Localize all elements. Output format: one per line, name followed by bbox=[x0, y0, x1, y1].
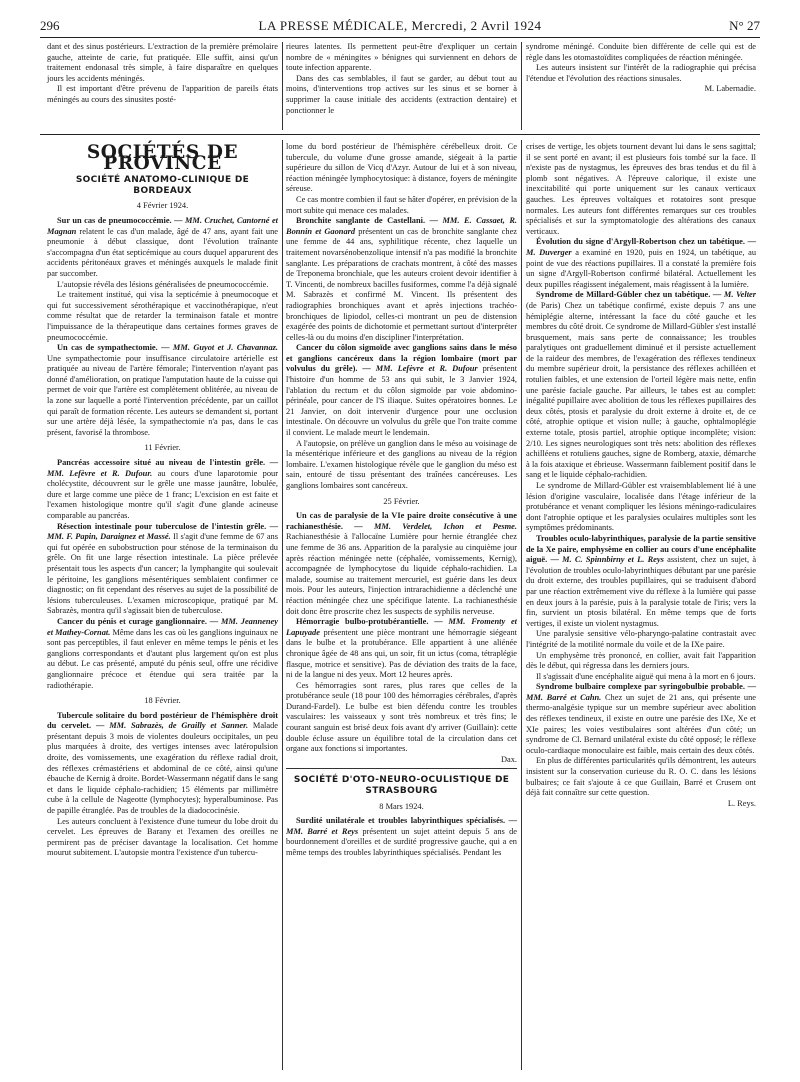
top-column-1 bbox=[47, 42, 278, 106]
journal-title: LA PRESSE MÉDICALE, Mercredi, 2 Avril 1924 bbox=[258, 18, 542, 33]
article-entry: Évolution du signe d'Argyll-Robertson chez un tabétique. — M. Duverger a examiné en 1920, puis en 1924, un tabétique, au point de vue des réactions pupillaires. Il a constaté la première fois un signe d'Argyll-Robertson confirmé bilatéral. Actuellement les deux pupilles réagissent inégalement, mais réagissent à la lumière. bbox=[526, 237, 757, 289]
paragraph: dant et des sinus postérieurs. L'extraction de la première prémolaire gauche, atteinte de carie, fut pratiquée. Elle suffit, ainsi qu'un traitement endonasal très simple, à faire disparaître en quelques jours les accidents méningés. bbox=[47, 42, 278, 83]
paragraph: Les auteurs insistent sur l'intérêt de la radiographie qui précisa l'étendue et l'évolution des réactions sinusales. bbox=[526, 63, 756, 83]
article-entry: Sur un cas de pneumococcémie. — MM. Cruchet, Cantorné et Magnan relatent le cas d'un malade, âgé de 47 ans, ayant fait une pneumonie à début classique, dont l'évolution traînante s'accompagna d'un état septicémique au cours duquel apparurent des accidents péritonéaux graves et méningés auxquels le malade finit par succomber. bbox=[47, 215, 278, 278]
article-entry: Troubles oculo-labyrinthiques, paralysie de la partie sensitive de la Xe paire, emphysème en collier au cours d'une encéphalite aiguë. — M. C. Spinnbirny et L. Reys assistent, chez un sujet, à l'évolution de troubles oculo-labyrinthiques débutant par une parésie du droit externe, des troubles pupillaires, qui se traduisent d'abord par une réaction extrêmement vive du réflexe à la lumière qui passe en deux jours à la parésie, puis à la paralysie totale de l'iris; vers la fin, survient un ptosis bilatéral. En même temps que de forts vertiges, il existe un violent nystagmus. bbox=[526, 533, 757, 628]
paragraph: Le syndrome de Millard-Gübler est vraisemblablement lié à une lésion d'origine vasculaire, localisée dans l'étage inférieur de la protubérance et venant compliquer les lésions méningo-radiculaires dont l'atrophie optique et les paralysies oculaires multiples sont les symptômes prédominants. bbox=[526, 481, 756, 533]
article-entry: Syndrome bulbaire complexe par syringobulbie probable. — MM. Barré et Cahn. Chez un sujet de 21 ans, qui présente une thermo-analgésie typique sur un membre supérieur avec abolition des réflexes tendineux, il existe en outre une parésie des IXe, Xe et XIe paires; les voies vestibulaires sont altérées d'un côté; un syndrome de Cl. Bernard unilatéral existe du côté opposé; le réflexe oculo-cardiaque monoculaire est faible, mais certain des deux côtés. bbox=[526, 682, 757, 755]
paragraph: Les auteurs concluent à l'existence d'une tumeur du lobe droit du cervelet. Les épreuves de Barany et l'examen des oreilles ne permirent pas de préciser davantage la localisation. Cet homme mourut subitement. L'autopsie montra l'existence d'un tubercu- bbox=[47, 816, 278, 858]
column-1 bbox=[47, 142, 278, 859]
paragraph: L'autopsie révéla des lésions généralisées de pneumococcémie. bbox=[57, 279, 269, 289]
article-entry: Bronchite sanglante de Castellani. — MM. E. Cassaet, R. Bonnin et Gaonard présentent un cas de bronchite sanglante chez une femme de 44 ans, syphilitique récente, chez laquelle un traitement novarsénobenzolique intensif n'a pas modifié la bronchite sanglante. Les préparations de crachats montrent, à côté des masses de Treponema bronchiale, que les auteurs croient devoir identifier à T. Vincenti, de nombreux bacilles fusiformes, comme l'a déjà signalé M. Sabrazès et confirmé M. Vincent. Ils présentent des radiographies bronchiques avant et après injections trachéo-bronchiques de lipiodol, celles-ci montrant un peu de distension exagérée des points de dichotomie et permettant surtout d'interpréter celles-là ou du moins d'en discipliner l'interprétation. bbox=[286, 216, 517, 342]
paragraph: A l'autopsie, on prélève un ganglion dans le méso au voisinage de la mésentérique inférieure et des ganglions au niveau de la région lombaire. L'examen histologique révèle que le ganglion du méso est sain, entouré de tissu présentant des traînées cancéreuses. Les ganglions lombaires sont cancéreux. bbox=[286, 438, 517, 490]
article-entry: Résection intestinale pour tuberculose de l'intestin grêle. — MM. F. Papin, Daraignez et Massé. Il s'agit d'une femme de 67 ans qui fut opérée en subobstruction pour sténose de la terminaison du grêle. On fit une large résection intestinale. La pièce prélevée présentait tous les aspects d'un cancer; la lymphangite qui soulevait le péritoine, les ganglions mésentériques semblaient confirmer ce diagnostic; on fit cependant des réserves au sujet de la possibilité de lésions tuberculeuses. L'examen microscopique, pratiqué par M. Sabrazès, montra qu'il s'agissait bien de tuberculose. bbox=[47, 521, 278, 616]
column-divider bbox=[521, 140, 522, 1070]
paragraph: Il est important d'être prévenu de l'apparition de pareils états méningés au cours des sinusites posté- bbox=[47, 84, 278, 104]
paragraph: Dans des cas semblables, il faut se garder, au début tout au moins, d'interventions trop actives sur les sinus et se borner à supprimer la cause initiale des accidents (extraction dentaire) et ponctionner le bbox=[286, 73, 517, 115]
paragraph: syndrome méningé. Conduite bien différente de celle qui est de règle dans les otomastoïdites compliquées de réaction méningée. bbox=[526, 42, 756, 62]
paragraph: En plus de différentes particularités qu'ils démontrent, les auteurs insistent sur la conservation curieuse du R. O. C. dans les lésions bulbaires; ce fait s'ajoute à ce que Guillain, Barré et Crusem ont déjà fait connaître sur cette question. bbox=[526, 756, 756, 798]
article-entry: Un cas de sympathectomie. — MM. Guyot et J. Chavannaz. Une sympathectomie pour insuffisance circulatoire artérielle est pratiquée au niveau de l'artère fémorale; l'intervention n'ayant pas donné d'amélioration, on pratique l'amputation haute de la cuisse qui permet de voir que l'artère est complètement oblitérée, au niveau de la zone sur laquelle a porté l'intervention précédente, par un caillot qui paraît de formation récente. Les auteurs se demandent si, portant sur une artère déjà lésée, la sympathectomie n'a pas, dans le cas présent, favorisé la thrombose. bbox=[47, 343, 278, 437]
article-entry: Cancer du côlon sigmoïde avec ganglions sains dans le méso et ganglions cancéreux dans la région lombaire (mort par volvulus du grêle). — MM. Lefèvre et R. Dufour présentent l'histoire d'un homme de 53 ans qui subit, le 3 Janvier 1924, l'ablation du rectum et du côlon sigmoïde par voie abdomino-périnéale, pour cancer de l'S iliaque. Suites opératoires bonnes. Le 21 Janvier, on doit intervenir d'urgence pour une occlusion intestinale. On découvre un volvulus du grêle que l'on traite comme il convient. Le malade meurt le lendemain. bbox=[286, 343, 518, 438]
paragraph: Il s'agissait d'une encéphalite aiguë qui mena à la mort en 6 jours. bbox=[536, 671, 756, 681]
paragraph: rieures latentes. Ils permettent peut-être d'expliquer un certain nombre de « méningites » bénignes qui surviennent en dehors de toute infection apparente. bbox=[286, 42, 517, 73]
author-signature: Dax. bbox=[500, 754, 517, 764]
session-date: 25 Février. bbox=[383, 496, 420, 506]
article-entry: Un cas de paralysie de la VIe paire droite consécutive à une rachianesthésie. — MM. Verdelet, Ichon et Pesme. Rachianesthésie à l'allocaïne Lumière pour hernie étranglée chez une femme de 36 ans. Apparition de la paralysie au cinquième jour après réaction méningée nette (céphalée, vomissements, Kernig), accompagnée de lymphocytose du liquide céphalo-rachidien. La malade, soumise au traitement mercuriel, est guérie dans les deux mois. Pour les auteurs, l'injection intrarachidienne a déclenché une réaction méningée chez une spécifique latente. La rachianesthésie doit donc être proscrite chez les suspects de syphilis nerveuse. bbox=[286, 511, 517, 616]
article-entry: Tubercule solitaire du bord postérieur de l'hémisphère droit du cervelet. — MM. Sabrazès, de Grailly et Sanner. Malade présentant depuis 3 mois de violentes douleurs occipitales, un peu plus marquées à droite, des vertiges intenses avec latéropulsion droite, des vomissements, une exagération du réflexe radial droit, des réflexes crémastériens et abdominal de ce côté, ainsi qu'une ébauche de Kernig à droite. Bordet-Wassermann négatif dans le sang et dans le liquide céphalo-rachidien; 15 éléments par millimètre cube à la cellule de Nageotte (lymphocytes); hyperalbuminose. Pas de papille étranglée. Pas de troubles de la diadococinésie. bbox=[47, 710, 279, 816]
column-divider bbox=[521, 42, 522, 130]
session-date: 18 Février. bbox=[144, 696, 181, 706]
article-entry: Syndrome de Millard-Gübler chez un tabétique. — M. Velter (de Paris) Chez un tabétique confirmé, existe depuis 7 ans une hémiplégie alterne, intéressant la face du côté gauche et les membres du côté droit. Ce syndrome de Millard-Gübler s'est installé brusquement, mais sans perte de connaissance; les troubles paralytiques ont graduellement diminué et il persiste actuellement de la raideur des membres, de l'exagération des réflexes tendineux du membre supérieur droit, la persistance des réflexes achilléen et rotulien faibles, et une extension de l'orteil légère mais nette, enfin une parésie faciale gauche. Par ailleurs, le tabes est au complet: inégalité pupillaire avec abolition de tous les réflexes pupillaires des deux côtés, ptosis et paralysie du droit externe à droite et, de ce côté, atrophie optique et vision nulle; à gauche, ophtalmoplégie externe totale, ptosis partiel, atrophie optique incomplète; vision: 2/10. Les signes neurologiques sont très nets: abolition des réflexes achilléens et rotuliens gauches, signe de Romberg, ataxie, démarche à la fois ataxique et ébrieuse. Wassermann faiblement positif dans le sang et le liquide céphalo-rachidien. bbox=[526, 290, 757, 480]
article-entry: Hémorragie bulbo-protubérantielle. — MM. Fromenty et Lapuyade présentent une pièce montrant une hémorragie siégeant dans le bulbe et la protubérance. Elle appartient à une aliénée chronique âgée de 48 ans qui, un soir, fit un ictus (coma, tétraplégie flasque, motrice et sensitive). Pas de déviation des traits de la face, ni de la langue ni des yeux. Mort 12 heures après. bbox=[286, 617, 518, 680]
column-2 bbox=[286, 142, 517, 859]
paragraph: Un emphysème très prononcé, en collier, avait fait l'apparition dès le début, qui régressa dans les derniers jours. bbox=[526, 650, 756, 671]
header-rule bbox=[40, 37, 760, 38]
article-entry: Pancréas accessoire situé au niveau de l'intestin grêle. — MM. Lefèvre et R. Dufour. au cours d'une laparotomie pour cholécystite, découvrent sur le grêle une masse jaunâtre, lobulée, dure et large comme une pièce de 1 franc; L'excision en est faite et l'examen histologique montre qu'il s'agit d'une glande acineuse comparable au pancréas. bbox=[47, 458, 279, 520]
session-date: 4 Février 1924. bbox=[136, 201, 189, 211]
article-entry: Surdité unilatérale et troubles labyrinthiques spécialisés. — MM. Barré et Reys présentent un sujet atteint depuis 5 ans de bourdonnement d'oreilles et de surdité progressive gauche, qui a en même temps des troubles labyrinthiques spécialisés. Pendant les bbox=[286, 816, 517, 857]
society-title: SOCIÉTÉ ANATOMO-CLINIQUE DE BORDEAUX bbox=[75, 175, 250, 196]
paragraph: Ces hémorragies sont rares, plus rares que celles de la protubérance seule (18 pour 100 des hémorragies cérébrales, d'après Durand-Fardel). Le bulbe est bien défendu contre les troubles vasculaires: les vaisseaux y sont très nombreux et très fins; le courant sanguin est brisé deux fois avant d'y arriver (Guillain): cette double écluse assure un équilibre total de la circulation dans cet organe aux fonctions si importantes. bbox=[286, 680, 517, 754]
paragraph: crises de vertige, les objets tournent devant lui dans le sens sagittal; il se sent porté en avant; il est plusieurs fois tombé sur la face. Il n'existe pas de nystagmus, les épreuves des bras tendus et du fil à plomb sont négatives. A l'épreuve calorique, il existe une inexcitabilité qui porte uniquement sur les canaux verticaux gauches. Les épreuves voltaïques et rotatoires sont presque normales. Les auteurs font différentes remarques sur ces troubles spécialisés et sur la symptomatologie des altérations des canaux verticaux. bbox=[526, 142, 756, 236]
author-signature: M. Labernadie. bbox=[704, 84, 756, 94]
paragraph: lome du bord postérieur de l'hémisphère cérébelleux droit. Ce tubercule, du volume d'une grosse amande, siégeait à la partie supérieure du sillon de Vicq d'Azyr. Autour de lui et à son niveau, réaction méningée lymphocytosique: à distance, foyers de méningite séreuse. bbox=[286, 142, 517, 194]
paragraph: Une paralysie sensitive vélo-pharyngo-palatine contrastait avec l'intégrité de la motilité normale du voile et de la IXe paire. bbox=[526, 629, 756, 649]
society-title: SOCIÉTÉ D'OTO-NEURO-OCULISTIQUE DE STRASBOURG bbox=[293, 775, 510, 797]
column-divider bbox=[282, 140, 283, 1070]
page-number: 296 bbox=[40, 18, 60, 33]
author-signature: L. Reys. bbox=[727, 798, 756, 808]
session-date: 11 Février. bbox=[144, 443, 181, 453]
article-entry: Cancer du pénis et curage ganglionnaire. — MM. Jeanneney et Mathey-Cornat. Même dans les cas où les ganglions inguinaux ne sont pas perceptibles, il faut enlever en même temps le pénis et les ganglions correspondants et d'autant plus largement qu'on est plus au début. Le cas présenté, amputé du pénis seul, offre une récidive ganglionnaire précoce et étendue qui sera traitée par la radiothérapie. bbox=[47, 616, 279, 690]
column-3 bbox=[526, 142, 756, 809]
section-rule bbox=[40, 134, 760, 135]
section-divider bbox=[286, 768, 517, 769]
issue-number: N° 27 bbox=[729, 18, 760, 33]
top-column-2 bbox=[286, 42, 517, 116]
top-column-3 bbox=[526, 42, 756, 95]
paragraph: Le traitement institué, qui visa la septicémie à pneumocoque et qui fut successivement sérothérapique et vaccinothérapique, n'eut comme résultat que de retarder la terminaison fatale et montre l'impuissance de la thérapeutique dans certaines formes graves de pneumococcémie. bbox=[47, 290, 278, 342]
section-title: SOCIÉTÉS DE PROVINCE bbox=[86, 142, 239, 174]
page-header bbox=[40, 18, 760, 34]
session-date: 8 Mars 1924. bbox=[379, 801, 424, 811]
paragraph: Ce cas montre combien il faut se hâter d'opérer, en prévision de la mort subite qui menace ces malades. bbox=[286, 194, 517, 215]
column-divider bbox=[282, 42, 283, 130]
